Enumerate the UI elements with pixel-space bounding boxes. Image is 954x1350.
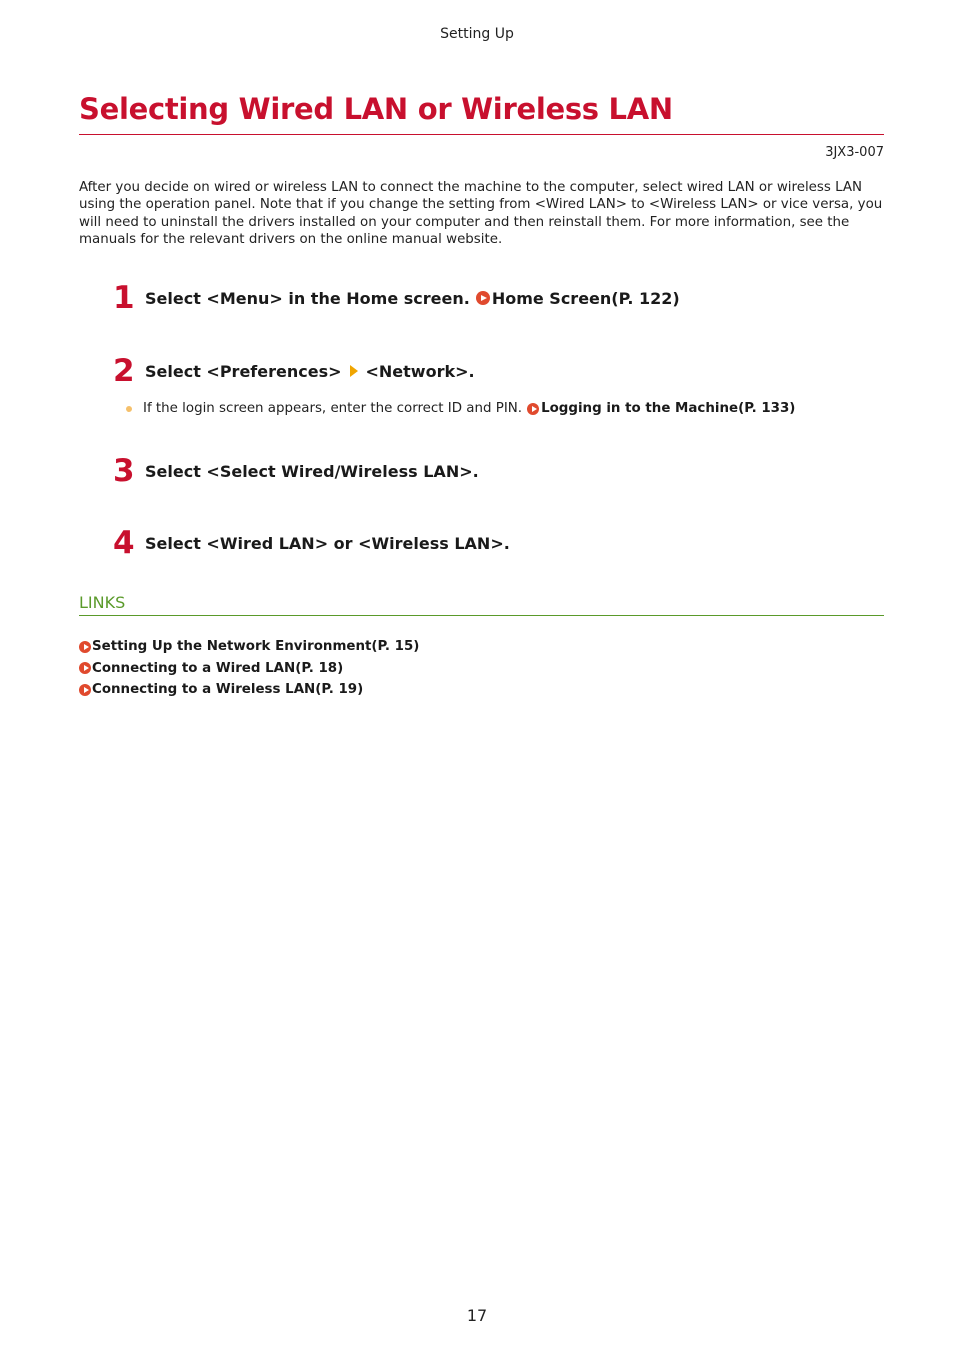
links-heading: LINKS	[79, 593, 126, 612]
step-text	[145, 289, 680, 308]
link-arrow-icon	[79, 684, 91, 696]
step-number: 1	[113, 280, 134, 316]
page-number: 17	[466, 1306, 488, 1325]
link-label[interactable]: Setting Up the Network Environment(P. 15)	[92, 639, 420, 655]
note-text: If the login screen appears, enter the correct ID and PIN.	[143, 401, 523, 416]
step-2	[113, 353, 475, 389]
links-divider	[79, 615, 884, 616]
bullet-icon	[126, 406, 132, 412]
step-instruction: Select <Wired LAN> or <Wireless LAN>.	[145, 533, 510, 553]
document-code: 3JX3-007	[825, 145, 884, 160]
link-label[interactable]: Connecting to a Wireless LAN(P. 19)	[92, 682, 364, 698]
step-2-note	[126, 401, 795, 416]
home-screen-link[interactable]: Home Screen(P. 122)	[491, 288, 680, 308]
login-link[interactable]: Logging in to the Machine(P. 133)	[541, 401, 796, 416]
step-text	[145, 362, 475, 381]
title-divider	[79, 134, 884, 135]
step-number: 2	[113, 353, 134, 389]
links-list	[79, 636, 419, 701]
link-arrow-icon	[527, 403, 539, 415]
step-instruction: Select <Menu> in the Home screen.	[145, 288, 470, 308]
step-number: 4	[113, 525, 134, 561]
step-instruction: Select <Select Wired/Wireless LAN>.	[145, 461, 479, 481]
step-instruction-part-2: <Network>.	[365, 361, 475, 381]
intro-paragraph: After you decide on wired or wireless LAN to connect the machine to the computer, select wired LAN or wireless LAN using the operation panel. Note that if you change the setting from <Wired LAN> to <Wireless LAN> or vice versa, you will need to uninstall the drivers installed on your computer and then reinstall them. For more information, see the manuals for the relevant drivers on the online manual website.	[79, 180, 883, 248]
step-number: 3	[113, 453, 134, 489]
step-1	[113, 280, 680, 316]
step-instruction-part-1: Select <Preferences>	[145, 361, 342, 381]
link-arrow-icon	[79, 662, 91, 674]
step-3	[113, 453, 479, 489]
link-label[interactable]: Connecting to a Wired LAN(P. 18)	[92, 660, 344, 676]
step-4	[113, 525, 510, 561]
link-arrow-icon	[476, 291, 490, 305]
link-item-wireless-lan[interactable]	[79, 679, 419, 701]
menu-path-arrow-icon	[350, 365, 358, 377]
link-arrow-icon	[79, 641, 91, 653]
page-title: Selecting Wired LAN or Wireless LAN	[79, 92, 673, 126]
link-item-wired-lan[interactable]	[79, 658, 419, 680]
running-header: Setting Up	[440, 26, 514, 42]
link-item-network-environment[interactable]	[79, 636, 419, 658]
